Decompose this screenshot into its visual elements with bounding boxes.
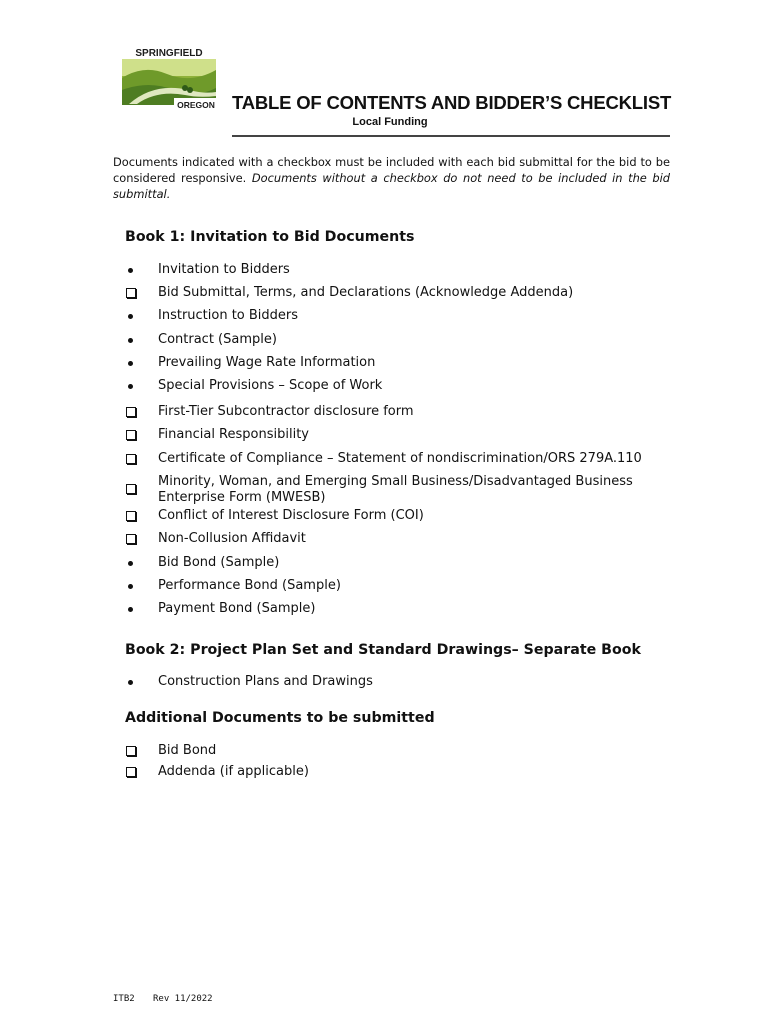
- svg-text:SPRINGFIELD: SPRINGFIELD: [135, 48, 203, 59]
- item-label: Prevailing Wage Rate Information: [158, 355, 376, 370]
- item-label-continued: Enterprise Form (MWESB): [158, 490, 326, 505]
- footer-revision: Rev 11/2022: [153, 994, 213, 1004]
- book2-heading: Book 2: Project Plan Set and Standard Drawings– Separate Book: [125, 642, 641, 658]
- springfield-oregon-logo: [119, 46, 219, 112]
- item-label: Payment Bond (Sample): [158, 601, 316, 616]
- checkbox-icon[interactable]: [126, 484, 136, 494]
- item-label: Addenda (if applicable): [158, 764, 309, 779]
- bullet-icon: [128, 680, 133, 685]
- bullet-icon: [128, 361, 133, 366]
- bullet-icon: [128, 561, 133, 566]
- item-label: Non-Collusion Affidavit: [158, 531, 306, 546]
- footer-code: ITB2: [113, 994, 135, 1004]
- svg-text:OREGON: OREGON: [177, 100, 215, 110]
- item-label: Certificate of Compliance – Statement of nondiscrimination/ORS 279A.110: [158, 451, 642, 466]
- item-label: Bid Bond (Sample): [158, 555, 280, 570]
- item-label: Conflict of Interest Disclosure Form (COI): [158, 508, 424, 523]
- bullet-icon: [128, 584, 133, 589]
- item-label: Instruction to Bidders: [158, 308, 299, 323]
- item-label: Special Provisions – Scope of Work: [158, 378, 383, 393]
- checkbox-icon[interactable]: [126, 288, 136, 298]
- checkbox-icon[interactable]: [126, 534, 136, 544]
- checkbox-icon[interactable]: [126, 430, 136, 440]
- item-label: First-Tier Subcontractor disclosure form: [158, 404, 414, 419]
- intro-paragraph: [113, 154, 670, 202]
- item-label: Performance Bond (Sample): [158, 578, 341, 593]
- page-subtitle: Local Funding: [352, 116, 428, 128]
- bullet-icon: [128, 384, 133, 389]
- bullet-icon: [128, 314, 133, 319]
- intro-italic-text: Documents without a checkbox do not need to be included in the bid submittal.: [113, 171, 670, 201]
- intro-text: Documents indicated with a checkbox must be included with each bid submittal for the bid to be considered responsive.: [113, 155, 670, 185]
- item-label: Bid Bond: [158, 743, 217, 758]
- item-label: Minority, Woman, and Emerging Small Business/Disadvantaged Business: [158, 474, 633, 489]
- title-divider: [232, 135, 670, 137]
- item-label: Bid Submittal, Terms, and Declarations (Acknowledge Addenda): [158, 285, 574, 300]
- item-label: Financial Responsibility: [158, 427, 309, 442]
- bullet-icon: [128, 268, 133, 273]
- bullet-icon: [128, 338, 133, 343]
- page-title: TABLE OF CONTENTS AND BIDDER’S CHECKLIST: [232, 92, 672, 113]
- book1-heading: Book 1: Invitation to Bid Documents: [125, 229, 415, 245]
- checkbox-icon[interactable]: [126, 511, 136, 521]
- item-label: Invitation to Bidders: [158, 262, 290, 277]
- item-label: Construction Plans and Drawings: [158, 674, 373, 689]
- checkbox-icon[interactable]: [126, 407, 136, 417]
- item-label: Contract (Sample): [158, 332, 277, 347]
- checkbox-icon[interactable]: [126, 767, 136, 777]
- checkbox-icon[interactable]: [126, 454, 136, 464]
- bullet-icon: [128, 607, 133, 612]
- checkbox-icon[interactable]: [126, 746, 136, 756]
- additional-heading: Additional Documents to be submitted: [125, 710, 435, 726]
